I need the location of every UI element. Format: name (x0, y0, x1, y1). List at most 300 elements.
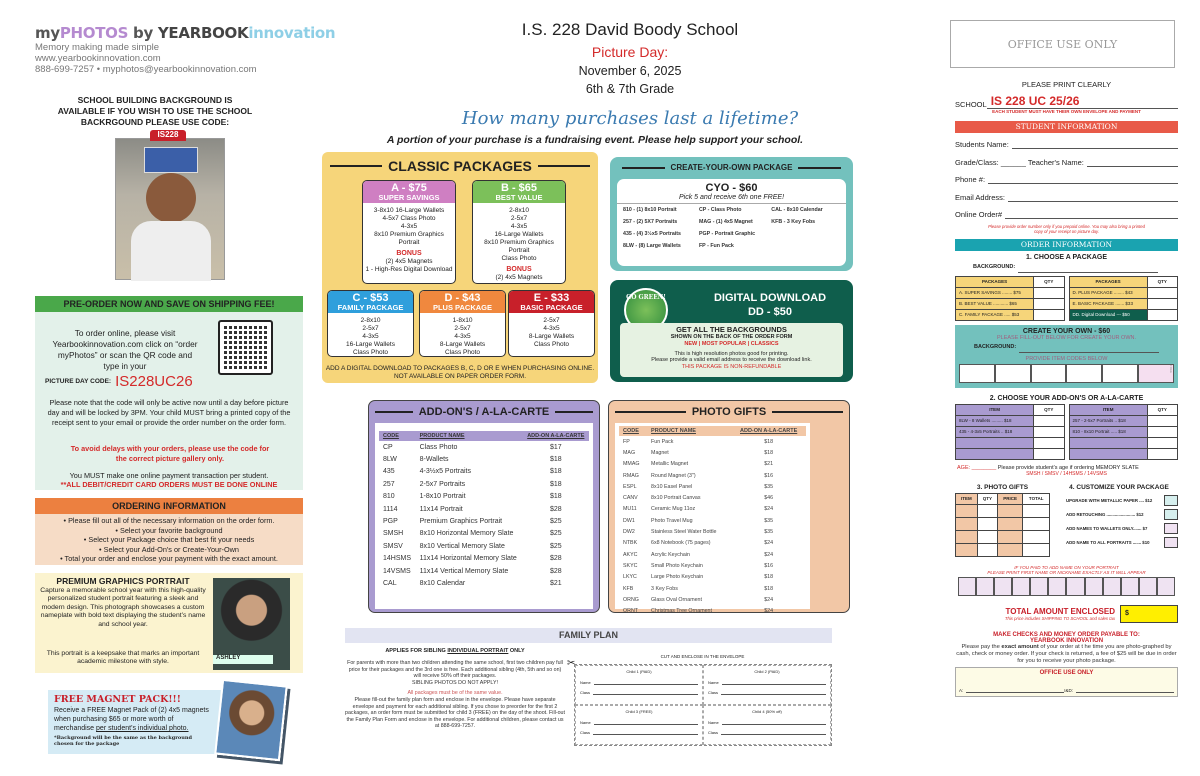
table-header (379, 431, 589, 441)
table-row (956, 287, 1065, 298)
field-label: Online Order# (955, 210, 1003, 219)
product-name: Glass Oval Ornament (651, 596, 702, 603)
magnet-note: *Background will be the same as the background chosen for the package (54, 735, 192, 747)
package-item: 8x10 Premium Graphics Portrait (374, 231, 444, 246)
item-code: ESPL (623, 483, 637, 490)
package-item: 8-Large Wallets (439, 341, 486, 348)
name-letter-box[interactable] (994, 577, 1012, 596)
payable-to: MAKE CHECKS AND MONEY ORDER PAYABLE TO: (993, 631, 1140, 638)
option-label: DD. Digital Download --- $50 (1069, 309, 1147, 320)
family-applies: APPLIES FOR SIBLING (385, 648, 448, 654)
table-row (956, 543, 1050, 556)
cyo-background-label: BACKGROUND: (974, 343, 1017, 350)
gift-cell[interactable] (1023, 530, 1050, 543)
order-info-bar: ORDER INFORMATION (955, 239, 1178, 251)
child-class-field[interactable] (721, 690, 826, 695)
package-item: 2-5x7 (510, 215, 528, 222)
background-label: BACKGROUND: (973, 263, 1016, 270)
office-use-bottom-title: OFFICE USE ONLY (1039, 670, 1094, 677)
package-item: Class Photo (444, 349, 481, 356)
total-note: This price includes SHIPPING TO SCHOOL and sales tax (1004, 615, 1115, 621)
qty-field[interactable] (1147, 448, 1177, 459)
family-p1b: SIBLING PHOTOS DO NOT APPLY! (412, 679, 498, 686)
cyo-item: MAG - (1) 4x5 Magnet (698, 219, 753, 225)
table-row (956, 504, 1050, 517)
qty-field[interactable] (1147, 287, 1177, 298)
column-header: PRODUCT NAME (419, 433, 465, 439)
qty-field[interactable] (1034, 448, 1064, 459)
addons-title: ADD-ON'S / A-LA-CARTE (369, 401, 599, 423)
item-price: $24 (764, 596, 774, 603)
column-header: ADD-ON A-LA-CARTE (740, 428, 798, 434)
package-header (473, 181, 565, 203)
customize-label: ADD NAME TO ALL PORTRAITS ....... $10 (1066, 539, 1150, 545)
item-code: KFB (623, 585, 634, 592)
gifts-title: PHOTO GIFTS (609, 401, 849, 423)
step1-title: 1. CHOOSE A PACKAGE (1025, 253, 1108, 261)
table-row (379, 478, 589, 490)
gift-cell[interactable] (997, 543, 1023, 556)
name-letter-box[interactable] (1085, 577, 1103, 596)
student-field (955, 175, 1178, 184)
package-header (328, 291, 413, 313)
item-code: MAG (623, 449, 636, 456)
website-link[interactable]: www.yearbookinnovation.com (35, 53, 161, 64)
package-item: 4-3x5 (454, 333, 471, 340)
digital-price: DD - $50 (747, 306, 793, 318)
option-label (1069, 448, 1147, 459)
package-item: 4-5x7 Class Photo (382, 215, 436, 222)
table-row (619, 470, 806, 481)
table-row (379, 528, 589, 540)
gift-cell[interactable] (997, 530, 1023, 543)
pay-note-bold: exact amount (1001, 643, 1039, 650)
table-row (379, 441, 589, 453)
name-letter-box[interactable] (1103, 577, 1121, 596)
name-letter-box[interactable] (1121, 577, 1139, 596)
table-row (1069, 287, 1178, 298)
package-price: D - $43 (444, 292, 481, 304)
customize-option (1060, 537, 1178, 548)
package-item: 8-Large Wallets (528, 333, 575, 340)
gift-cell[interactable] (977, 517, 997, 530)
product-name: Metallic Magnet (651, 461, 689, 468)
name-letter-box[interactable] (1139, 577, 1157, 596)
qty-field[interactable] (1147, 298, 1177, 309)
student-field (955, 210, 1178, 219)
cyo-item: 810 - (1) 8x10 Portrait (623, 207, 677, 213)
name-letter-box[interactable] (1048, 577, 1066, 596)
picture-day-label: Picture Day: (591, 44, 669, 60)
qty-field[interactable] (1147, 426, 1177, 437)
field-input[interactable] (1012, 140, 1178, 149)
name-letter-boxes[interactable] (958, 577, 1175, 596)
item-price: $35 (764, 517, 774, 524)
qty-field[interactable] (1147, 437, 1177, 448)
table-row (619, 594, 806, 605)
package-header (420, 291, 505, 313)
pay-note-end: of your order at t he time you are photo-graphed by cash, check or money order. If your check is returned, a fee of $25 will be due in order for you to receive your photo package. (956, 643, 1177, 665)
package-item: 16-Large Wallets (494, 231, 544, 238)
pay-note: Please pay the (961, 643, 1002, 650)
table-row (379, 515, 589, 527)
qty-field[interactable] (1034, 309, 1064, 320)
table-header (956, 404, 1065, 415)
product-name: Class Photo (419, 443, 458, 451)
magnet-title: FREE MAGNET PACK!!! (54, 694, 181, 705)
code-label: PICTURE DAY CODE: (45, 378, 112, 385)
cyo-code-box[interactable] (1102, 364, 1138, 383)
preorder-warning: To avoid delays with your orders, please use the code for the correct picture gallery only. (70, 444, 270, 463)
digital-sub: SHOWN ON THE BACK OF THE ORDER FORM (670, 334, 793, 340)
cyo-item: 257 - (2) 5X7 Portraits (623, 219, 678, 225)
package-items (420, 313, 505, 357)
package-name: FAMILY PACKAGE (337, 303, 404, 312)
envelope-note: EACH STUDENT MUST HAVE THEIR OWN ENVELOPE AND PAYMENT (992, 109, 1141, 114)
field-input[interactable] (1087, 158, 1178, 167)
gift-cell[interactable] (977, 543, 997, 556)
package-item: 4-3x5 (543, 325, 560, 332)
product-name: Magnet (651, 449, 669, 456)
premium-title: PREMIUM GRAPHICS PORTRAIT (56, 576, 190, 586)
cut-note: CUT AND ENCLOSE IN THE ENVELOPE (660, 654, 745, 659)
magnet-underlined: per student’s individual photo. (96, 725, 189, 732)
magnet-body: Receive a FREE Magnet Pack of (2) 4x5 magnets when purchasing $65 or more worth of merchandise (54, 707, 209, 732)
table-row (379, 491, 589, 503)
gift-cell[interactable] (997, 517, 1023, 530)
package-a (362, 180, 456, 284)
digital-refund: THIS PACKAGE IS NON-REFUNDABLE (681, 364, 782, 371)
bonus-item: (2) 4x5 Magnets (385, 258, 433, 265)
table-header (619, 426, 806, 436)
photo-gifts-section (608, 400, 850, 613)
table-row (619, 515, 806, 526)
name-letter-box[interactable] (1157, 577, 1175, 596)
column-header: CODE (383, 433, 399, 439)
field-input[interactable] (988, 175, 1178, 184)
table-header (956, 493, 1050, 504)
table-row (619, 538, 806, 549)
item-code: MU11 (623, 506, 637, 513)
step2-title: 2. CHOOSE YOUR ADD-ON'S OR A-LA-CARTE (989, 394, 1144, 402)
child-class-field[interactable] (593, 730, 698, 735)
background-field[interactable] (1018, 264, 1158, 273)
digital-headline: GET ALL THE BACKGROUNDS (676, 325, 787, 334)
gift-cell[interactable] (956, 530, 978, 543)
item-code: ORNT (623, 608, 639, 615)
child-name-field[interactable] (594, 720, 698, 725)
item-code: 14HSMS (383, 555, 412, 563)
name-letter-box[interactable] (1030, 577, 1048, 596)
cyo-code-box[interactable] (995, 364, 1031, 383)
table-row (619, 492, 806, 503)
step3-title: 3. PHOTO GIFTS (976, 483, 1029, 491)
qty-field[interactable] (1147, 309, 1177, 320)
ordering-step: • Select your Package choice that best fit your needs (83, 535, 255, 544)
package-item: 16-Large Wallets (346, 341, 395, 348)
item-price: $18 (549, 493, 562, 501)
item-price: $25 (549, 518, 562, 526)
digital-categories: NEW | MOST POPULAR | CLASSICS (684, 340, 779, 347)
ordering-title: ORDERING INFORMATION (35, 498, 303, 514)
bonus-label: BONUS (506, 266, 532, 273)
item-price: $24 (764, 540, 774, 547)
cyo-package (610, 157, 853, 271)
package-e (508, 290, 595, 357)
column-header: CODE (623, 428, 639, 434)
preorder-note: Please note that the code will only be active now until a day before picture day and will be locked by 3PM. Your child MUST bring a printed copy of the receipt sent to your email or provide the order number on the order form. (47, 398, 291, 427)
cyo-subtitle: Pick 5 and receive 6th one FREE! (617, 194, 846, 204)
classic-title: CLASSIC PACKAGES (322, 152, 598, 174)
column-header: QTY (977, 493, 997, 504)
item-price: $25 (549, 542, 562, 550)
product-name: Premium Graphics Portrait (419, 518, 503, 526)
gift-cell[interactable] (1023, 543, 1050, 556)
name-letter-box[interactable] (976, 577, 994, 596)
name-letter-box[interactable] (1066, 577, 1084, 596)
contact-info: 888-699-7257 • myphotos@yearbookinnovation.com (35, 64, 257, 75)
ordering-step: • Select your favorite background (115, 525, 223, 535)
student-field (955, 140, 1178, 149)
option-label: 8LW - 8 Wallets ......... $18 (956, 415, 1034, 426)
customize-checkbox[interactable] (1164, 537, 1178, 548)
customize-checkbox[interactable] (1164, 495, 1178, 506)
package-items (509, 313, 594, 349)
school-background-photo (115, 138, 225, 280)
table-row (956, 517, 1050, 530)
child-class-field[interactable] (721, 730, 826, 735)
premium-body-2: This portrait is a keepsake that marks an important academic milestone with style. (46, 650, 200, 666)
package-items (328, 313, 413, 357)
bonus-label: BONUS (396, 250, 422, 257)
class-label: Class (580, 730, 591, 735)
customize-label: ADD NAMES TO WALLETS ONLY....... $7 (1066, 525, 1148, 531)
digital-desc-2: Please provide a valid email address to receive the download link. (651, 357, 812, 364)
slogan: How many purchases last a lifetime? (461, 108, 799, 129)
name-letter-box[interactable] (1012, 577, 1030, 596)
gift-cell[interactable] (977, 530, 997, 543)
qty-field[interactable] (1147, 415, 1177, 426)
payment-note: You MUST make one online payment transaction per student. (69, 471, 269, 480)
table-row (956, 448, 1065, 459)
cyo-code-box[interactable] (1066, 364, 1102, 383)
child-class-field[interactable] (593, 690, 698, 695)
item-code: 257 (383, 480, 395, 488)
table-row (956, 309, 1065, 320)
child-form-2 (703, 665, 831, 705)
option-label: 435 - 4-3x5 Portraits .. $18 (956, 426, 1034, 437)
product-name: Small Photo Keychain (651, 562, 703, 569)
customize-checkbox[interactable] (1164, 523, 1178, 534)
package-d (419, 290, 506, 357)
package-item: 2-8x10 (360, 317, 381, 324)
go-green-badge: GO GREEN! (624, 288, 668, 332)
ordering-step: • Select your Add-On's or Create-Your-Own (99, 544, 239, 554)
product-name: Photo Travel Mug (651, 517, 693, 524)
cyo-code-box[interactable] (1138, 364, 1174, 383)
cyo-code-box[interactable] (1031, 364, 1067, 383)
package-price: C - $53 (352, 292, 389, 304)
item-price: $17 (549, 443, 562, 451)
qr-code-icon[interactable] (218, 320, 273, 375)
office-use-bottom (955, 667, 1178, 697)
name-letter-box[interactable] (958, 577, 976, 596)
package-item: 2-5x7 (362, 325, 379, 332)
grades: 6th & 7th Grade (585, 82, 675, 96)
cyo-item: CP - Class Photo (698, 207, 742, 213)
table-row (379, 540, 589, 552)
background-note: SCHOOL BUILDING BACKGROUND IS AVAILABLE IF YOU WISH TO USE THE SCHOOL BACKRGOUND PLEASE USE CODE: (57, 95, 253, 127)
table-row (1069, 448, 1178, 459)
addons-section (368, 400, 600, 613)
column-header: QTY (1034, 404, 1064, 415)
package-item: 2-8x10 (509, 207, 529, 214)
picture-day-code: IS228UC26 (115, 373, 193, 390)
step4-title: 4. CUSTOMIZE YOUR PACKAGE (1069, 483, 1169, 491)
option-label: C. FAMILY PACKAGE ..... $53 (956, 309, 1034, 320)
item-price: $28 (549, 567, 562, 575)
qty-field[interactable] (1034, 298, 1064, 309)
product-name: 8x10 Easel Panel (651, 483, 693, 490)
brand-logo: myPHOTOS by YEARBOOKinnovation (35, 24, 336, 42)
item-price: $24 (764, 608, 774, 615)
column-header: QTY (1147, 404, 1177, 415)
gift-cell[interactable] (1023, 517, 1050, 530)
age-field[interactable]: AGE: ________ (957, 464, 997, 471)
free-label: FREE (1168, 364, 1173, 373)
item-code: 810 (383, 493, 395, 501)
option-label: B. BEST VALUE ............ $65 (956, 298, 1034, 309)
package-price: A - $75 (391, 182, 427, 194)
field-input[interactable] (1008, 193, 1178, 202)
gift-cell[interactable] (997, 504, 1023, 517)
family-red: All packages must be of the same value. (407, 690, 503, 697)
table-row (1069, 437, 1178, 448)
package-item: Class Photo (352, 349, 389, 356)
product-name: 8x10 Portrait Canvas (651, 495, 701, 502)
table-row (956, 437, 1065, 448)
table-row (956, 530, 1050, 543)
field-label: Phone #: (955, 175, 986, 184)
field-label: Grade/Class: ______ Teacher's Name: (955, 157, 1084, 167)
family-p2: Please fill-out the family plan form and enclose in the envelope. Please have separate envelope and payment for each additional sibling. If you chose to preorder for the first 2 packages, an order form must be submitted for child 3 (FREE) on the day of the shoot. Fill-out the Family Plan Form and enclose in the envelope. For additional children, please contact us at 888-699-7257. (345, 696, 565, 730)
family-cut-form (574, 664, 832, 746)
table-row (619, 572, 806, 583)
package-item: 1-8x10 (452, 317, 473, 324)
student-field (955, 193, 1178, 202)
child-label: Child 2 (PAID) (754, 669, 780, 674)
option-label (956, 448, 1034, 459)
column-header: PACKAGES (956, 276, 1034, 287)
package-c (327, 290, 414, 357)
product-name: Round Magnet (3") (651, 472, 696, 479)
product-name: 8x10 Horizontal Memory Slate (419, 530, 514, 538)
item-code: SMSV (383, 542, 403, 550)
gift-cell[interactable] (956, 504, 978, 517)
payable-name: YEARBOOK INNOVATION (1029, 637, 1104, 644)
cyo-codes-label: PROVIDE ITEM CODES BELOW (1025, 355, 1108, 362)
item-price: $16 (764, 562, 774, 569)
table-header (956, 276, 1065, 287)
brand-contact (35, 42, 257, 75)
school-field[interactable]: IS 228 UC 25/26 (987, 94, 1178, 109)
package-item: 2-5x7 (454, 325, 471, 332)
gift-cell[interactable] (956, 543, 978, 556)
table-row (619, 447, 806, 458)
gift-cell[interactable] (956, 517, 978, 530)
customize-option (1060, 509, 1178, 520)
option-label: 257 - 2-5x7 Portraits .. $18 (1069, 415, 1147, 426)
package-item: 2-5x7 (543, 317, 560, 324)
qty-field[interactable] (1034, 287, 1064, 298)
item-code: DW2 (623, 529, 635, 536)
table-row (379, 565, 589, 577)
column-header: TOTAL (1023, 493, 1050, 504)
package-item: Class Photo (501, 255, 537, 262)
total-amount-field[interactable]: $ (1120, 605, 1178, 623)
gift-cell[interactable] (1023, 504, 1050, 517)
product-name: 11x14 Portrait (419, 505, 463, 513)
premium-graphics-section (35, 573, 303, 673)
field-input[interactable] (1005, 210, 1178, 219)
customize-checkbox[interactable] (1164, 509, 1178, 520)
table-row (956, 415, 1065, 426)
child-form-3 (575, 705, 703, 745)
package-item: Class Photo (533, 341, 570, 348)
item-code: RMAG (623, 472, 639, 479)
item-price: $28 (549, 555, 562, 563)
cyo-item: CAL - 8x10 Calendar (771, 207, 823, 213)
product-name: 8-Wallets (419, 456, 449, 464)
package-item: 4-3x5 (510, 223, 528, 230)
customize-option (1060, 523, 1178, 534)
qty-field[interactable] (1034, 437, 1064, 448)
cyo-form (955, 325, 1178, 388)
table-header (1069, 276, 1178, 287)
package-item: 3-8x10 16-Large Wallets (373, 207, 445, 214)
name-label: Name (708, 680, 719, 685)
table-row (379, 577, 589, 589)
table-row (619, 436, 806, 447)
item-price: $18 (764, 449, 774, 456)
option-label: E. BASIC PACKAGE ....... $33 (1069, 298, 1147, 309)
name-note-2: PLEASE PRINT FIRST NAME OR NICKNAME EXACTLY AS IT WILL APPEAR (987, 569, 1146, 575)
column-header: PRODUCT NAME (651, 428, 696, 434)
cyo-title: CREATE-YOUR-OWN PACKAGE (610, 157, 853, 175)
customize-label: UPGRADE WITH METALLIC PAPER .... $12 (1066, 497, 1153, 503)
item-price: $21 (764, 461, 774, 468)
table-row (379, 466, 589, 478)
child-name-field[interactable] (722, 720, 826, 725)
package-header (509, 291, 594, 313)
cyo-background-field[interactable] (1019, 344, 1159, 353)
student-field (955, 158, 1178, 167)
option-label: A. SUPER SAVINGS ........ $75 (956, 287, 1034, 298)
gift-cell[interactable] (977, 504, 997, 517)
package-name: BEST VALUE (495, 193, 543, 202)
package-name: PLUS PACKAGE (432, 303, 493, 312)
product-name: 8x10 Vertical Memory Slate (419, 542, 505, 550)
qty-field[interactable] (1034, 426, 1064, 437)
qty-field[interactable] (1034, 415, 1064, 426)
item-price: $35 (764, 529, 774, 536)
item-price: $18 (549, 456, 562, 464)
child-name-field[interactable] (722, 680, 826, 685)
child-name-field[interactable] (594, 680, 698, 685)
cyo-code-box[interactable] (959, 364, 995, 383)
ordering-info-section (35, 498, 303, 565)
office-a-label: A: (959, 688, 964, 694)
